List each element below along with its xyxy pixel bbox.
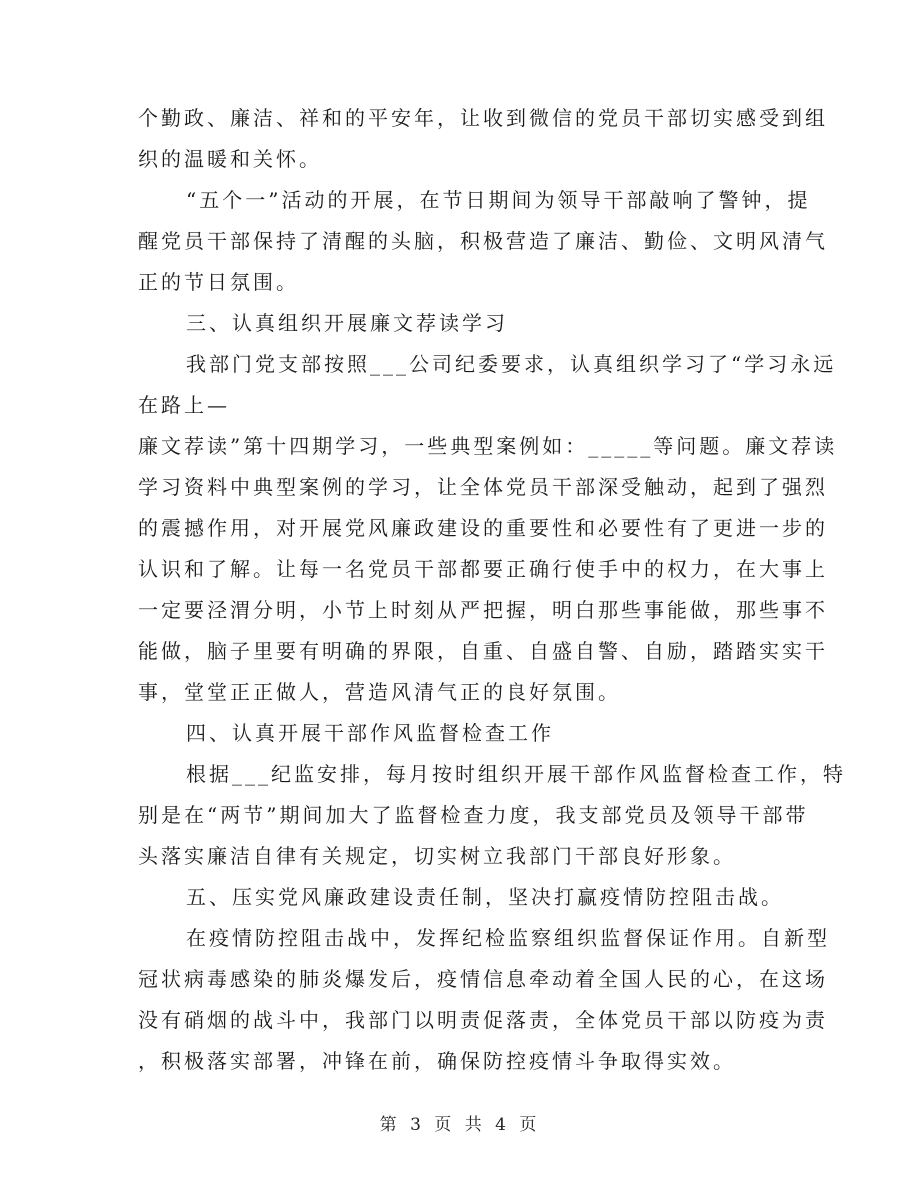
text-line: 的震撼作用，对开展党风廉政建设的重要性和必要性有了更进一步的 xyxy=(138,516,828,540)
document-body xyxy=(138,98,846,1082)
text-line: 头落实廉洁自律有关规定，切实树立我部门干部良好形象。 xyxy=(138,844,736,868)
text-line: 没有硝烟的战斗中，我部门以明责促落责，全体党员干部以防疫为责 xyxy=(138,1008,828,1032)
page-footer: 第 3 页 共 4 页 xyxy=(379,1115,541,1135)
text-line: 廉文荐读”第十四期学习，一些典型案例如：_____等问题。廉文荐读 xyxy=(138,434,838,458)
text-line: 事，堂堂正正做人，营造风清气正的良好氛围。 xyxy=(138,680,621,704)
text-line: 学习资料中典型案例的学习，让全体党员干部深受触动，起到了强烈 xyxy=(138,475,828,499)
text-line: 在疫情防控阻击战中，发挥纪检监察组织监督保证作用。自新型 xyxy=(186,926,830,950)
text-line: 一定要泾渭分明，小节上时刻从严把握，明白那些事能做，那些事不 xyxy=(138,598,828,622)
text-line: 正的节日氛围。 xyxy=(138,270,299,294)
text-line: “五个一”活动的开展，在节日期间为领导干部敲响了警钟，提 xyxy=(186,188,811,212)
text-line: 别是在“两节”期间加大了监督检查力度，我支部党员及领导干部带 xyxy=(138,803,809,827)
text-line: 在路上— xyxy=(138,393,230,417)
text-line: 四、认真开展干部作风监督检查工作 xyxy=(186,721,554,745)
text-line: 能做，脑子里要有明确的界限，自重、自盛自警、自励，踏踏实实干 xyxy=(138,639,828,663)
text-line: 我部门党支部按照___公司纪委要求，认真组织学习了“学习永远 xyxy=(186,352,837,376)
text-line: 根据___纪监安排，每月按时组织开展干部作风监督检查工作，特 xyxy=(186,762,846,786)
text-line: ，积极落实部署，冲锋在前，确保防控疫情斗争取得实效。 xyxy=(138,1049,736,1073)
text-line: 冠状病毒感染的肺炎爆发后，疫情信息牵动着全国人民的心，在这场 xyxy=(138,967,828,991)
text-line: 醒党员干部保持了清醒的头脑，积极营造了廉洁、勤俭、文明风清气 xyxy=(138,229,828,253)
text-line: 个勤政、廉洁、祥和的平安年，让收到微信的党员干部切实感受到组 xyxy=(138,106,828,130)
text-line: 三、认真组织开展廉文荐读学习 xyxy=(186,311,508,335)
text-line: 五、压实党风廉政建设责任制，坚决打赢疫情防控阻击战。 xyxy=(186,885,784,909)
text-line: 认识和了解。让每一名党员干部都要正确行使手中的权力，在大事上 xyxy=(138,557,828,581)
text-line: 织的温暖和关怀。 xyxy=(138,147,322,171)
